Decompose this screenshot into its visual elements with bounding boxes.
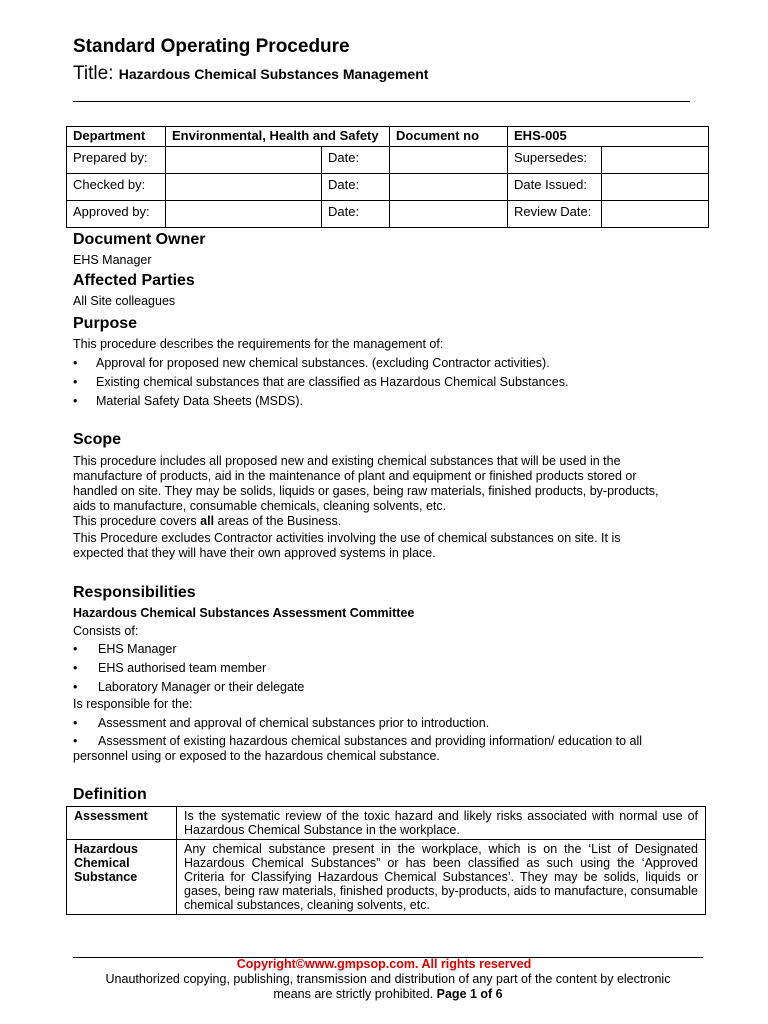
- definition-heading: Definition: [73, 786, 147, 803]
- affected-parties-heading: Affected Parties: [73, 272, 195, 289]
- bullet-icon: •: [73, 661, 78, 675]
- checked-by-label: Checked by:: [67, 174, 166, 201]
- prepared-by-label: Prepared by:: [67, 147, 166, 174]
- scope-paragraph-2: [73, 514, 341, 529]
- bullet-icon: •: [73, 734, 78, 748]
- review-date-value: [602, 201, 709, 228]
- footer-notice-line: Unauthorized copying, publishing, transmission and distribution of any part of the content by electronic: [105, 972, 671, 986]
- date-issued-value: [602, 174, 709, 201]
- member-text: EHS Manager: [98, 642, 177, 656]
- table-row: [67, 201, 709, 228]
- bullet-icon: •: [73, 716, 78, 730]
- document-no-label: Document no: [390, 127, 508, 147]
- footer-notice-line: [73, 987, 703, 1002]
- scope-line: aids to manufacture, consumable chemicals, cleaning solvents, etc.: [73, 499, 447, 513]
- duty-text-continued: personnel using or exposed to the hazardous chemical substance.: [73, 749, 440, 763]
- document-owner-heading: Document Owner: [73, 231, 206, 248]
- title-colon: :: [108, 63, 114, 84]
- prepared-by-value: [166, 147, 322, 174]
- scope-paragraph-1: [73, 454, 659, 514]
- purpose-bullet-text: Material Safety Data Sheets (MSDS).: [96, 394, 304, 408]
- table-row: [67, 807, 706, 840]
- department-value: Environmental, Health and Safety: [166, 127, 390, 147]
- scope-text: This procedure covers: [73, 514, 201, 528]
- definition-term: Assessment: [67, 807, 177, 840]
- prepared-date-value: [390, 147, 508, 174]
- date-issued-label: Date Issued:: [508, 174, 602, 201]
- scope-paragraph-3: [73, 531, 620, 561]
- committee-name: Hazardous Chemical Substances Assessment Committee: [73, 606, 415, 620]
- page-number: Page 1 of 6: [436, 987, 503, 1001]
- table-row: [67, 127, 709, 147]
- definition-table: [66, 806, 706, 915]
- document-owner-text: EHS Manager: [73, 253, 152, 267]
- document-title: [73, 63, 428, 85]
- checked-date-value: [390, 174, 508, 201]
- department-label: Department: [67, 127, 166, 147]
- scope-line: expected that they will have their own approved systems in place.: [73, 546, 436, 560]
- scope-line: handled on site. They may be solids, liquids or gases, being raw materials, finished products, by-products,: [73, 484, 659, 498]
- scope-emphasis: all: [200, 514, 215, 528]
- bullet-icon: •: [73, 356, 78, 370]
- purpose-bullet-text: Approval for proposed new chemical substances. (excluding Contractor activities).: [96, 356, 550, 370]
- header-divider: [73, 101, 690, 102]
- scope-line: This Procedure excludes Contractor activities involving the use of chemical substances on site. It is: [73, 531, 621, 545]
- affected-parties-text: All Site colleagues: [73, 294, 176, 308]
- table-row: [67, 840, 706, 915]
- table-row: [67, 147, 709, 174]
- approved-by-value: [166, 201, 322, 228]
- approved-date-value: [390, 201, 508, 228]
- document-type-heading: Standard Operating Procedure: [73, 36, 350, 57]
- bullet-icon: •: [73, 642, 78, 656]
- purpose-bullet-text: Existing chemical substances that are classified as Hazardous Chemical Substances.: [96, 375, 569, 389]
- duty-text: Assessment and approval of chemical substances prior to introduction.: [98, 716, 490, 730]
- footer-notice: [73, 972, 703, 1002]
- supersedes-label: Supersedes:: [508, 147, 602, 174]
- review-date-label: Review Date:: [508, 201, 602, 228]
- prepared-date-label: Date:: [322, 147, 390, 174]
- bullet-icon: •: [73, 394, 78, 408]
- purpose-heading: Purpose: [73, 315, 138, 332]
- scope-heading: Scope: [73, 431, 122, 448]
- consists-of-label: Consists of:: [73, 624, 139, 638]
- bullet-icon: •: [73, 680, 78, 694]
- definition-term: Hazardous Chemical Substance: [67, 840, 177, 915]
- responsibilities-heading: Responsibilities: [73, 584, 196, 601]
- footer-notice-text: means are strictly prohibited.: [273, 987, 434, 1001]
- title-value: Hazardous Chemical Substances Management: [118, 66, 429, 82]
- copyright-notice: Copyright©www.gmpsop.com. All rights reserved: [236, 957, 532, 971]
- document-control-table: [66, 126, 709, 228]
- supersedes-value: [602, 147, 709, 174]
- document-no-value: EHS-005: [508, 127, 709, 147]
- bullet-icon: •: [73, 375, 78, 389]
- scope-text: areas of the Business.: [214, 514, 342, 528]
- duty-text: Assessment of existing hazardous chemical substances and providing information/ education to all: [98, 734, 643, 748]
- definition-description: Any chemical substance present in the workplace, which is on the ‘List of Designated Hazardous Chemical Substances” or has been classified as such using the ‘Approved Criteria for Classifying Hazardous Chemical Substances’. They may be solids, liquids or gases, being raw materials, finished products, by-products, aids to manufacture, consumable chemical substances, cleaning solvents, etc.: [177, 840, 706, 915]
- member-text: Laboratory Manager or their delegate: [98, 680, 305, 694]
- responsible-for-label: Is responsible for the:: [73, 697, 193, 711]
- checked-by-value: [166, 174, 322, 201]
- approved-date-label: Date:: [322, 201, 390, 228]
- scope-line: This procedure includes all proposed new and existing chemical substances that will be used in the: [73, 454, 621, 468]
- checked-date-label: Date:: [322, 174, 390, 201]
- member-text: EHS authorised team member: [98, 661, 267, 675]
- table-row: [67, 174, 709, 201]
- definition-description: Is the systematic review of the toxic hazard and likely risks associated with normal use of Hazardous Chemical Substance in the workplace.: [177, 807, 706, 840]
- purpose-intro: This procedure describes the requirements for the management of:: [73, 337, 444, 351]
- approved-by-label: Approved by:: [67, 201, 166, 228]
- scope-line: manufacture of products, aid in the maintenance of plant and equipment or finished products stored or: [73, 469, 637, 483]
- title-label: Title: [73, 63, 109, 84]
